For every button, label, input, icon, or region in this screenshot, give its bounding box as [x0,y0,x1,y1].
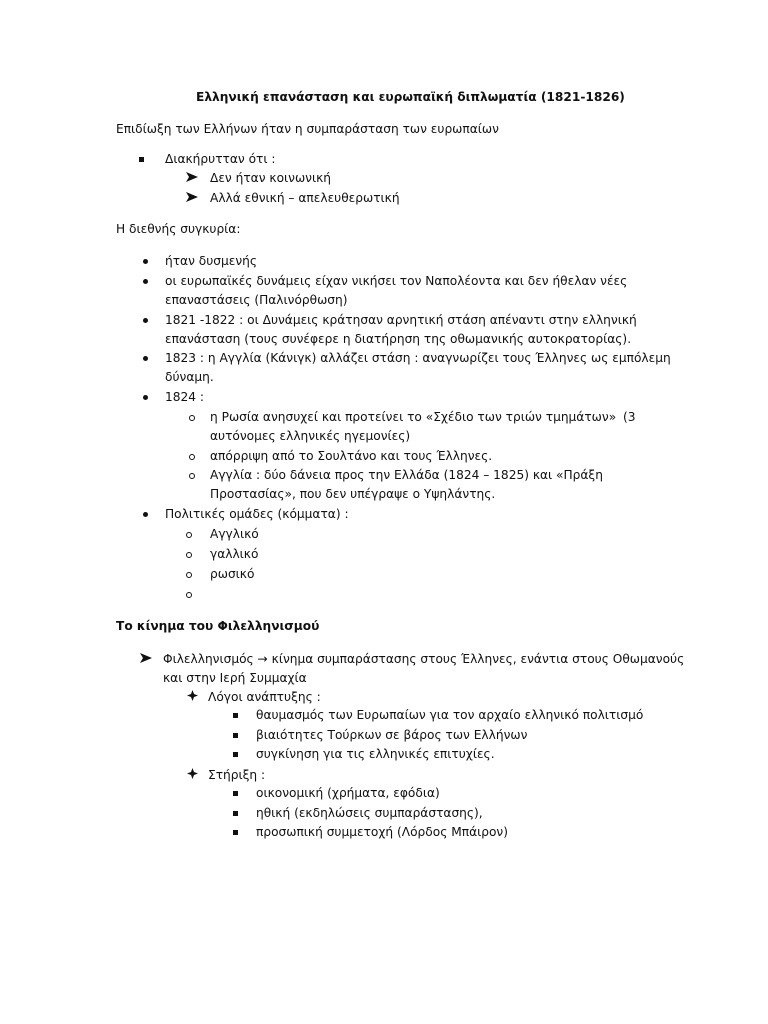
square-bullet-icon [233,811,238,816]
square-bullet-icon [233,713,238,718]
dot-bullet-icon [143,356,148,361]
parties-label: Πολιτικές ομάδες (κόμματα) : [165,507,349,521]
support-item: ηθική (εκδηλώσεις συμπαράστασης), [256,806,483,820]
reason-item: βιαιότητες Τούρκων σε βάρος των Ελλήνων [256,728,528,742]
document-title: Ελληνική επανάσταση και ευρωπαϊκή διπλωματία (1821-1826) [196,90,625,104]
reasons-label: Λόγοι ανάπτυξης : [208,690,321,704]
sub-item-1824-cont: αυτόνομες ελληνικές ηγεμονίες) [210,429,411,443]
philhellenism-heading: Το κίνημα του Φιλελληνισμού [116,619,320,633]
dot-bullet-icon [143,512,148,517]
sub-item-1824: η Ρωσία ανησυχεί και προτείνει το «Σχέδιο των τριών τμημάτων» [210,410,617,424]
circle-bullet-icon [186,532,192,538]
dot-bullet-icon [143,259,148,264]
sub-item-1824-tail: (3 [623,410,636,424]
party-item: ρωσικό [210,567,255,581]
philhellenism-definition-cont: και στην Ιερή Συμμαχία [163,671,307,685]
dot-bullet-icon [143,395,148,400]
circle-bullet-icon [189,473,195,479]
conjuncture-item: 1824 : [165,390,204,404]
square-bullet-icon [233,752,238,757]
conjuncture-item-cont: επαναστάσεις (Παλινόρθωση) [165,293,348,307]
square-bullet-icon [233,733,238,738]
square-bullet-icon [139,157,144,162]
conjuncture-item: 1823 : η Αγγλία (Κάνιγκ) αλλάζει στάση : αναγνωρίζει τους Έλληνες ως εμπόλεμη [165,351,671,365]
dot-bullet-icon [143,279,148,284]
square-bullet-icon [233,830,238,835]
party-item: γαλλικό [210,547,259,561]
philhellenism-definition: Φιλελληνισμός → κίνημα συμπαράστασης στους Έλληνες, ενάντια στους Οθωμανούς [163,652,685,666]
support-item: προσωπική συμμετοχή (Λόρδος Μπάιρον) [256,825,508,839]
support-label: Στήριξη : [208,768,266,782]
sub-item-1824: Αγγλία : δύο δάνεια προς την Ελλάδα (1824 – 1825) και «Πράξη [210,468,603,482]
sub-item-1824-cont: Προστασίας», που δεν υπέγραψε ο Υψηλάντης. [210,487,496,501]
reason-item: συγκίνηση για τις ελληνικές επιτυχίες. [256,747,495,761]
conjuncture-item: ήταν δυσμενής [165,254,258,268]
conjuncture-item: οι ευρωπαϊκές δυνάμεις είχαν νικήσει τον Ναπολέοντα και δεν ήθελαν νέες [165,274,628,288]
support-item: οικονομική (χρήματα, εφόδια) [256,786,440,800]
declared-label: Διακήρυτταν ότι : [165,152,276,166]
arrowhead-bullet-icon [186,192,198,202]
declared-item: Αλλά εθνική – απελευθερωτική [210,191,400,205]
party-item: Αγγλικό [210,527,259,541]
reason-item: θαυμασμός των Ευρωπαίων για τον αρχαίο ελληνικό πολιτισμό [256,708,644,722]
circle-bullet-icon [186,552,192,558]
circle-bullet-icon [186,572,192,578]
conjuncture-item-cont: δύναμη. [165,370,214,384]
diamond-bullet-icon [187,768,198,779]
sub-item-1824: απόρριψη από το Σουλτάνο και τους Έλληνες. [210,449,493,463]
conjuncture-item-cont: επανάσταση (τους συνέφερε η διατήρηση της οθωμανικής αυτοκρατορίας). [165,332,632,346]
circle-bullet-icon [189,415,195,421]
conjuncture-heading: Η διεθνής συγκυρία: [116,222,241,236]
intro-text: Επιδίωξη των Ελλήνων ήταν η συμπαράσταση των ευρωπαίων [116,122,499,136]
arrowhead-bullet-icon [140,653,152,663]
declared-item: Δεν ήταν κοινωνική [210,171,332,185]
diamond-bullet-icon [187,690,198,701]
arrowhead-bullet-icon [186,172,198,182]
circle-bullet-icon [186,592,192,598]
conjuncture-item: 1821 -1822 : οι Δυνάμεις κράτησαν αρνητική στάση απέναντι στην ελληνική [165,313,637,327]
square-bullet-icon [233,791,238,796]
circle-bullet-icon [189,454,195,460]
dot-bullet-icon [143,318,148,323]
